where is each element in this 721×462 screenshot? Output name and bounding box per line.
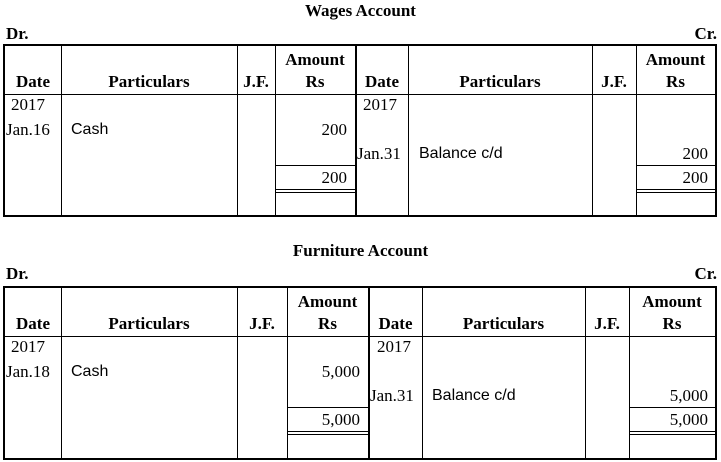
credit-amount: 5,000 (669, 386, 708, 405)
debit-total-rule-top (288, 407, 368, 408)
wages-ledger-table (3, 44, 717, 217)
credit-total-rule-top (637, 165, 715, 166)
debit-year: 2017 (11, 95, 45, 114)
wages-account (0, 0, 721, 220)
credit-total-rule-top (630, 407, 715, 408)
header-date: Date (16, 314, 50, 333)
header-particulars: Particulars (108, 72, 190, 91)
header-amount: Amount (297, 292, 358, 311)
credit-total-rule-bottom-1 (630, 431, 715, 432)
header-particulars: Particulars (462, 314, 545, 333)
credit-total-rule-bottom-1 (637, 189, 715, 190)
debit-date: Jan.16 (6, 120, 50, 139)
furniture-account-title: Furniture Account (292, 241, 429, 260)
debit-amount: 5,000 (321, 362, 360, 381)
credit-total-rule-bottom-2 (637, 192, 715, 193)
furniture-cr-label: Cr. (694, 264, 717, 283)
debit-total-rule-bottom-2 (276, 192, 355, 193)
credit-year: 2017 (377, 337, 411, 356)
header-amount-unit: Rs (666, 72, 685, 91)
credit-total-rule-bottom-2 (630, 434, 715, 435)
header-amount-unit: Rs (305, 72, 325, 91)
credit-total: 5,000 (669, 410, 708, 429)
header-jf: J.F. (594, 314, 620, 333)
wages-account-title: Wages Account (305, 1, 416, 20)
furniture-ledger-table (3, 286, 717, 460)
debit-total: 200 (321, 168, 347, 187)
debit-total-rule-top (276, 165, 355, 166)
wages-dr-label: Dr. (6, 24, 29, 43)
furniture-dr-label: Dr. (6, 264, 29, 283)
header-amount: Amount (645, 50, 706, 69)
header-rule (5, 94, 715, 95)
header-date: Date (365, 72, 399, 91)
credit-particulars: Balance c/d (419, 145, 503, 162)
header-amount-unit: Rs (662, 314, 682, 333)
header-amount: Amount (285, 50, 345, 69)
header-amount-unit: Rs (318, 314, 337, 333)
debit-total: 5,000 (321, 410, 360, 429)
header-date: Date (378, 314, 413, 333)
debit-amount: 200 (321, 120, 347, 139)
debit-total-rule-bottom-1 (276, 189, 355, 190)
debit-particulars: Cash (71, 363, 109, 380)
header-rule (5, 336, 715, 337)
header-particulars: Particulars (459, 72, 541, 91)
debit-year: 2017 (11, 337, 45, 356)
wages-cr-label: Cr. (694, 24, 717, 43)
debit-total-rule-bottom-1 (288, 431, 368, 432)
credit-year: 2017 (363, 95, 397, 114)
credit-date: Jan.31 (357, 144, 401, 163)
header-particulars: Particulars (108, 314, 190, 333)
header-jf: J.F. (601, 72, 627, 91)
credit-particulars: Balance c/d (432, 387, 516, 404)
header-date: Date (16, 72, 50, 91)
debit-date: Jan.18 (6, 362, 50, 381)
credit-date: Jan.31 (370, 386, 414, 405)
credit-total: 200 (682, 168, 708, 187)
header-jf: J.F. (249, 314, 275, 333)
header-jf: J.F. (243, 72, 269, 91)
furniture-account (0, 240, 721, 462)
header-amount: Amount (642, 292, 702, 311)
credit-amount: 200 (682, 144, 708, 163)
debit-particulars: Cash (71, 121, 109, 138)
debit-total-rule-bottom-2 (288, 434, 368, 435)
